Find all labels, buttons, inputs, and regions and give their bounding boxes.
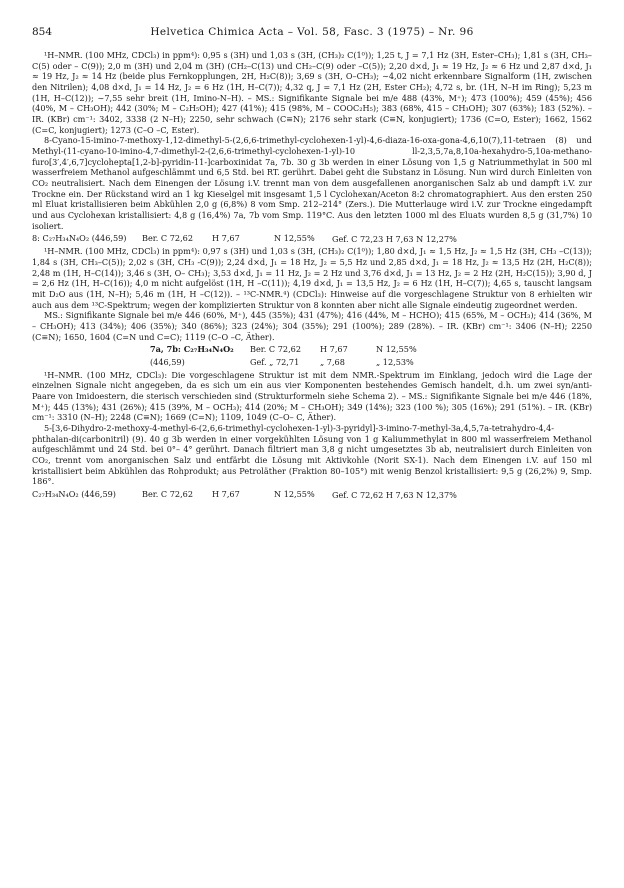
analysis-gef-n: „ 12,53% [376, 357, 414, 368]
analysis-formula: 8: C₂₇H₃₄N₄O₂ (446,59) [32, 233, 127, 244]
analysis-formula: C₂₇H₃₄N₄O₂ (446,59) [32, 488, 116, 499]
analysis-ber-n: N 12,55% [376, 344, 417, 355]
analysis-gef: Gef. C 72,62 H 7,63 N 12,37% [332, 489, 457, 500]
analysis-gef-h: „ 7,68 [320, 357, 345, 368]
article-body [32, 50, 592, 500]
running-title: Helvetica Chimica Acta – Vol. 58, Fasc. 3 (1975) – Nr. 96 [150, 26, 474, 38]
page-header [32, 26, 592, 38]
elemental-analysis-8-found [332, 234, 592, 245]
analysis-ber-h: H 7,67 [212, 233, 240, 244]
analysis-formula-7a7b: 7a, 7b: C₂₇H₃₄N₄O₂ [150, 344, 234, 355]
elemental-analysis-7a7b-found [150, 357, 592, 368]
synthesis-paragraph-9: 5-[3,6-Dihydro-2-methoxy-4-methyl-6-(2,6,6-trimethyl-cyclohexen-1-yl)-3-pyridyl]-3-imino-7-methyl-3a,4,5,7a-tetrahydro-4,4-phthalan-di(carbonitril) (9). 40 g 3b werden in einer vorgekühlten Lösung von 1 g Kaliummethylat in 800 ml wasserfreiem Methanol aufgeschlämmt und 24 Std. bei 0°– 4° gerührt. Danach filtriert man 3,8 g nicht umgesetztes 3b ab, neutralisiert durch Einleiten von CO₂, trennt vom anorganischen Salz und entfärbt die Lösung mit Aktivkohle (Norit SX-1). Nach dem Einengen i.V. auf 150 ml kristallisiert beim Abkühlen das Rohprodukt; aus Petroläther (Fraktion 80–105°) mit wenig Benzol kristallisiert: 9,5 g (26,2%) 9, Smp. 186°. [32, 422, 592, 487]
analysis-gef-c: Gef. „ 72,71 [250, 357, 300, 368]
elemental-analysis-7a7b-calc [150, 344, 592, 355]
analysis-ber-n: N 12,55% [274, 488, 315, 499]
analysis-ber-h: H 7,67 [212, 488, 240, 499]
page-number: 854 [32, 26, 53, 38]
nmr-ms-ir-paragraph: ¹H–NMR. (100 MHz, CDCl₃) in ppm⁴): 0,95 s (3H) und 1,03 s (3H, (CH₃)₂ C(1⁰)); 1,25 t, J = 7,1 Hz (3H, Ester–CH₃); 1,81 s (3H, CH₃–C(5) oder – C(9)); 2,0 m (3H) und 2,04 m (3H) (CH₂–C(13) und CH₂–C(9) oder –C(5)); 2,20 d×d, J₁ ≈ 19 Hz, J₂ ≈ 6 Hz und 2,87 d×d, J₁ ≈ 19 Hz, J₂ ≈ 14 Hz (beide plus Fernkopplungen, 2H, H₂C(8)); 3,69 s (3H, O–CH₃); ∼4,02 nicht erkennbare Signalform (1H, zwischen den Nitrilen); 4,08 d×d, J₁ = 14 Hz, J₂ = 6 Hz (1H, H–C(7)); 4,32 q, J = 7,1 Hz (2H, Ester CH₂); 4,72 s, br. (1H, N–H im Ring); 5,23 m (1H, H–C(12)); ∼7,55 sehr breit (1H, Imino-N–H). – MS.: Signifikante Signale bei m/e 488 (43%, M⁺); 473 (100%); 459 (45%); 456 (40%, M – CH₃OH); 442 (30%; M – C₂H₅OH); 427 (41%); 415 (98%, M – COOC₂H₅); 383 (68%, 415 – CH₃OH); 307 (63%); 183 (52%). – IR. (KBr) cm⁻¹: 3402, 3338 (2 N–H); 2250, sehr schwach (C≡N); 2176 sehr stark (C≡N, konjugiert); 1736 (C=O, Ester); 1662, 1562 (C=C, konjugiert); 1273 (C–O –C, Ester). [32, 50, 592, 135]
journal-page [32, 26, 592, 502]
analysis-ber-c: Ber. C 72,62 [142, 488, 193, 499]
ms-ir-paragraph-8: MS.: Signifikante Signale bei m/e 446 (60%, M⁺), 445 (35%); 431 (47%); 416 (44%, M – HCHO); 415 (65%, M – OCH₃); 414 (36%, M – CH₃OH); 413 (34%); 406 (35%); 340 (86%); 323 (24%); 304 (35%); 291 (100%); 289 (28%). – IR. (KBr) cm⁻¹: 3406 (N–H); 2250 (C≡N); 1650, 1604 (C=N und C=C); 1119 (C–O –C, Äther). [32, 310, 592, 342]
nmr-paragraph-8: ¹H–NMR. (100 MHz, CDCl₃) in ppm⁴): 0,97 s (3H) und 1,03 s (3H, (CH₃)₂ C(1⁰)); 1,80 d×d, J₁ ≈ 1,5 Hz, J₂ ≈ 1,5 Hz (3H, CH₃ –C(13)); 1,84 s (3H, CH₃–C(5)); 2,02 s (3H, CH₃ -C(9)); 2,24 d×d, J₁ = 18 Hz, J₂ = 5,5 Hz und 2,85 d×d, J₁ = 18 Hz, J₂ ≈ 13,5 Hz (2H, H₂C(8)); 2,48 m (1H, H–C(14)); 3,46 s (3H, O– CH₃); 3,53 d×d, J₁ = 11 Hz, J₂ = 2 Hz und 3,76 d×d, J₁ = 13 Hz, J₂ = 2 Hz (2H, H₂C(15)); 3,90 d, J = 2,6 Hz (1H, H–C(16)); 4,0 m nicht aufgelöst (1H, H –C(11)); 4,19 d×d, J₁ = 13,5 Hz, J₂ = 6 Hz (1H, H–C(7)); 4,65 s, tauscht langsam mit D₂O aus (1H, N–H); 5,46 m (1H, H –C(12)). – ¹³C-NMR.⁴) (CDCl₃): Hinweise auf die vorgeschlagene Struktur von 8 erhielten wir auch aus dem ¹³C-Spektrum; wegen der komplizierten Struktur von 8 konnten aber nicht alle Signale eindeutig zugeordnet werden. [32, 246, 592, 310]
analysis-ber-n: N 12,55% [274, 233, 315, 244]
elemental-analysis-9-found [332, 490, 592, 501]
analysis-ber-c: Ber. C 72,62 [142, 233, 193, 244]
synthesis-paragraph-8-7a-7b: 8-Cyano-15-imino-7-methoxy-1,12-dimethyl-5-(2,6,6-trimethyl-cyclohexen-1-yl)-4,6-diaza-16-oxa-gona-4,6,10(7),11-tetraen (8) und Methyl-(11-cyano-10-imino-4,7-dimethyl-2-(2,6,6-trimethyl-cyclohexen-1-yl)-10 ll-2,3,5,7a,8,10a-hexahydro-5,10a-methano-furo[3′,4′,6,7]cyclohepta[1,2-b]-pyridin-11-]carboxinidat 7a, 7b. 30 g 3b werden in einer Lösung von 1,5 g Natriummethylat in 500 ml wasserfreiem Methanol aufgeschlämmt und 6,5 Std. bei RT. gerührt. Dabei geht die Substanz in Lösung. Nun wird durch Einleiten von CO₂ neutralisiert. Nach dem Einengen der Lösung i.V. trennt man von dem ausgefallenen anorganischen Salz ab und dampft i.V. zur Trockne ein. Der Rückstand wird an 1 kg Kieselgel mit insgesamt 1,5 l Cyclohexan/Aceton 8:2 chromatographiert. Aus den ersten 250 ml Eluat kristallisieren beim Abkühlen 2,0 g (6,8%) 8 vom Smp. 212–214° (Zers.). Die Mutterlauge wird i.V. zur Trockne eingedampft und aus Cyclohexan kristallisiert: 4,8 g (16,4%) 7a, 7b vom Smp. 119°C. Aus den letzten 1000 ml des Eluats wurden 8,5 g (31,7%) 10 isoliert. [32, 135, 592, 231]
analysis-ber-c: Ber. C 72,62 [250, 344, 301, 355]
nmr-ms-ir-paragraph-7a7b: ¹H–NMR. (100 MHz, CDCl₃): Die vorgeschlagene Struktur ist mit dem NMR.-Spektrum im Einklang, jedoch wird die Lage der einzelnen Signale nicht angegeben, da es sich um ein aus vier Komponenten bestehendes Gemisch handelt, d.h. um zwei syn/anti-Paare von Imidoestern, die sterisch verschieden sind (Strukturformeln siehe Schema 2). – MS.: Signifikante Signale bei m/e 446 (18%, M⁺); 445 (13%); 431 (26%); 415 (39%, M – OCH₃); 414 (20%; M – CH₃OH); 349 (14%); 323 (100 %); 305 (16%); 291 (51%). – IR. (KBr) cm⁻¹: 3310 (N–H); 2248 (C≡N); 1669 (C=N); 1109, 1049 (C–O– C, Äther). [32, 369, 592, 423]
analysis-mass: (446,59) [150, 357, 185, 368]
analysis-ber-h: H 7,67 [320, 344, 348, 355]
analysis-gef: Gef. C 72,23 H 7,63 N 12,27% [332, 233, 457, 244]
